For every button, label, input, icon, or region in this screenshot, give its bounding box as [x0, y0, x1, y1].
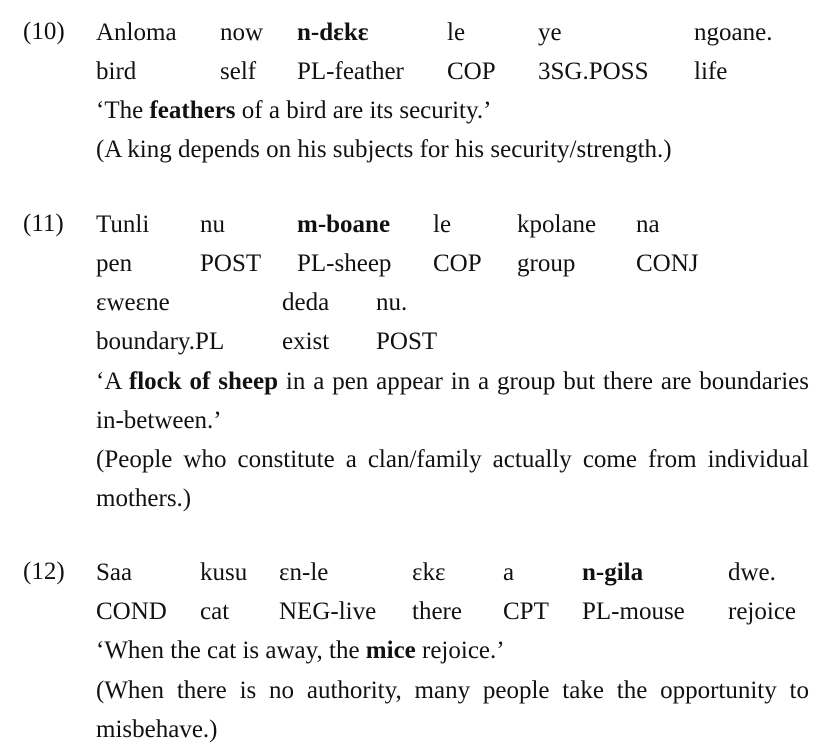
gloss-word: cat — [200, 598, 230, 625]
gloss-word: kpolane — [517, 211, 597, 238]
gloss-word: PL-mouse — [582, 598, 685, 625]
gloss-line-source — [0, 288, 827, 318]
gloss-word: Anloma — [96, 19, 177, 46]
gloss-word: Saa — [96, 559, 133, 586]
free-translation: ‘A flock of sheep in a pen appear in a group but there are boundaries in-between.’ — [96, 368, 809, 434]
gloss-word: self — [220, 58, 257, 85]
gloss-word: COP — [447, 58, 496, 85]
gloss-word: life — [694, 58, 728, 85]
gloss-word: now — [220, 19, 264, 46]
gloss-word: exist — [282, 328, 330, 355]
gloss-word: CONJ — [636, 250, 699, 277]
gloss-line-gloss — [0, 57, 827, 87]
translation-focus: flock of sheep — [128, 368, 278, 395]
gloss-word-focus: m-boane — [297, 211, 391, 238]
gloss-word: ɛkɛ — [412, 559, 446, 586]
gloss-word: Tunli — [96, 211, 150, 238]
gloss-word: CPT — [503, 598, 549, 625]
proverb-meaning: (People who constitute a clan/family actually come from individual mothers.) — [96, 446, 809, 512]
gloss-line-gloss — [0, 327, 827, 357]
gloss-word: ngoane. — [694, 19, 773, 46]
gloss-word: PL-feather — [297, 58, 404, 85]
gloss-word: ye — [538, 19, 562, 46]
example-number: (12) — [23, 558, 65, 585]
gloss-word: pen — [96, 250, 133, 277]
gloss-word: PL-sheep — [297, 250, 392, 277]
gloss-word: dwe. — [728, 559, 776, 586]
translation-focus: mice — [365, 637, 416, 664]
gloss-line-source — [0, 210, 827, 240]
gloss-line-gloss — [0, 249, 827, 279]
gloss-word: 3SG.POSS — [538, 58, 649, 85]
gloss-word: a — [503, 559, 515, 586]
gloss-word: nu — [200, 211, 225, 238]
translation-focus: feathers — [149, 97, 236, 124]
gloss-word: COP — [433, 250, 482, 277]
gloss-word: boundary.PL — [96, 328, 225, 355]
gloss-word: deda — [282, 289, 330, 316]
gloss-word: there — [412, 598, 462, 625]
gloss-word: ɛn-le — [279, 559, 329, 586]
gloss-line-source — [0, 558, 827, 588]
gloss-word: nu. — [376, 289, 408, 316]
gloss-word: NEG-live — [279, 598, 377, 625]
free-translation: ‘When the cat is away, the mice rejoice.’ — [96, 637, 505, 664]
gloss-line-source — [0, 18, 827, 48]
gloss-word: POST — [200, 250, 262, 277]
gloss-word: COND — [96, 598, 167, 625]
gloss-word-focus: n-dɛkɛ — [297, 19, 369, 46]
gloss-word: ɛweɛne — [96, 289, 170, 316]
gloss-word: bird — [96, 58, 137, 85]
gloss-line-gloss — [0, 597, 827, 627]
gloss-word: le — [447, 19, 466, 46]
gloss-word-focus: n-gila — [582, 559, 644, 586]
proverb-meaning: (When there is no authority, many people take the opportunity to misbehave.) — [96, 677, 809, 743]
gloss-word: POST — [376, 328, 438, 355]
gloss-word: na — [636, 211, 660, 238]
free-translation: ‘The feathers of a bird are its security.’ — [96, 97, 492, 124]
example-number: (11) — [23, 210, 64, 237]
gloss-word: rejoice — [728, 598, 797, 625]
example-number: (10) — [23, 18, 65, 45]
gloss-word: le — [433, 211, 452, 238]
gloss-word: group — [517, 250, 576, 277]
gloss-word: kusu — [200, 559, 248, 586]
proverb-meaning: (A king depends on his subjects for his security/strength.) — [96, 136, 672, 163]
